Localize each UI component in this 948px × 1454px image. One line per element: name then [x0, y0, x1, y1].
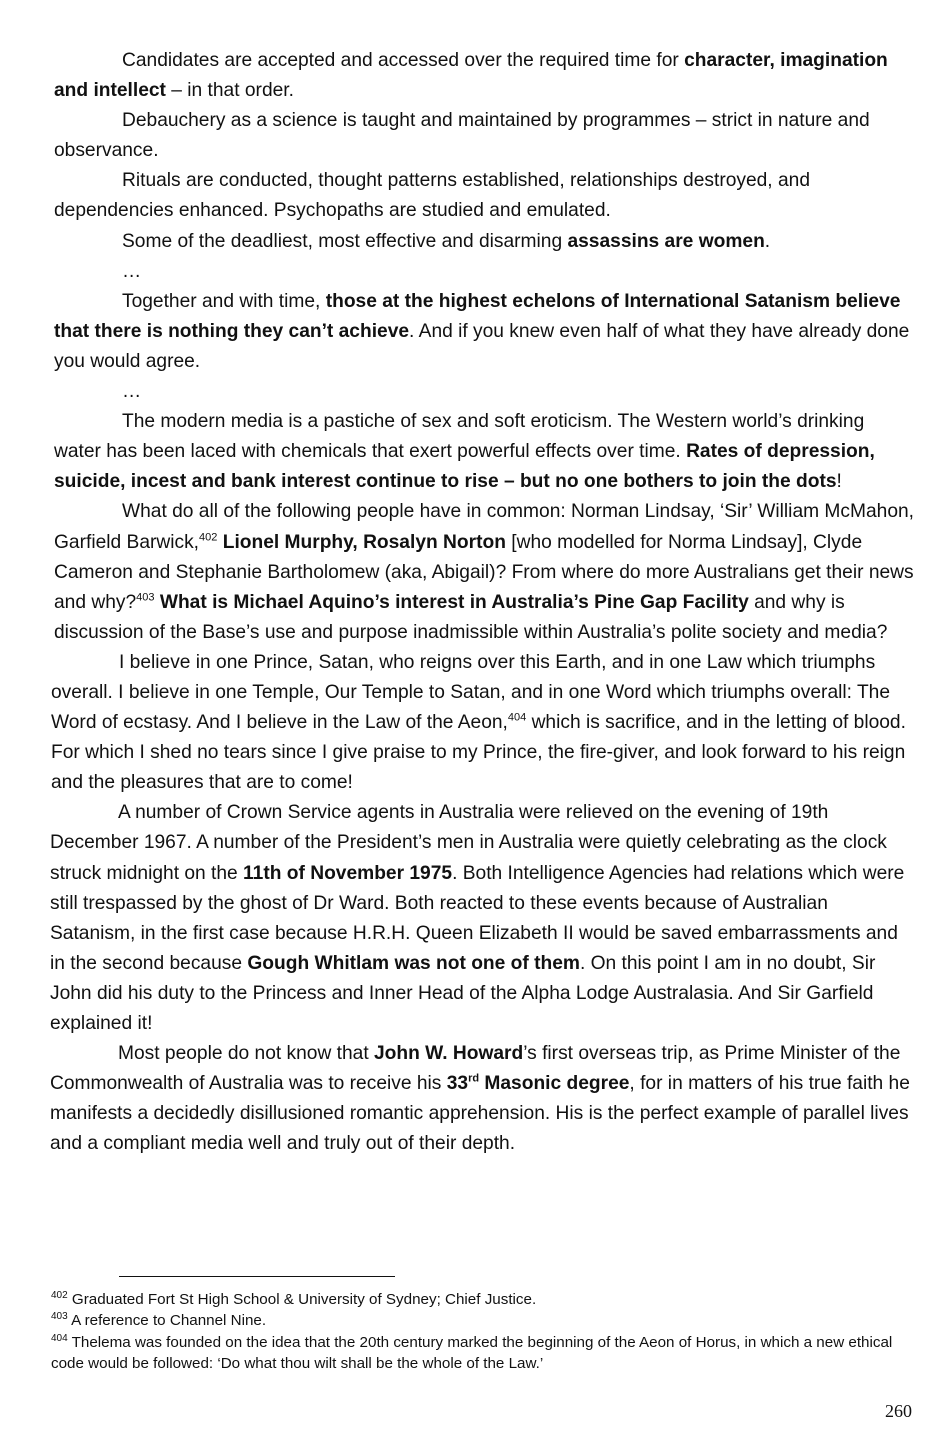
text-run: …	[122, 260, 142, 282]
text-run: !	[836, 471, 842, 493]
paragraph	[54, 377, 916, 407]
bold-text: 11th of November 1975	[243, 862, 453, 884]
bold-text: 33	[446, 1073, 469, 1095]
text-run: ’s first overseas trip, as Prime Minister of the Commonwealth of Australia was to receive his	[50, 1043, 901, 1095]
paragraph	[54, 46, 916, 106]
bold-text: assassins are women	[567, 230, 765, 252]
bold-text: those at the highest echelons of International Satanism believe that there is nothing they can’t achieve	[54, 290, 901, 342]
text-run: . Both Intelligence Agencies had relations which were still trespassed by the ghost of Dr Ward. Both reacted to these events because of Australian Satanism, in the first case because H.R.H. Queen Elizabeth II would be saved embarrassments and in the second because	[50, 862, 905, 974]
text-run: What do all of the following people have in common: Norman Lindsay, ‘Sir’ William McMahon, Garfield Barwick,	[54, 501, 915, 553]
footnote-reference: 402	[199, 531, 218, 544]
bold-text: Lionel Murphy, Rosalyn Norton	[222, 531, 506, 553]
footnote-reference: 403	[136, 591, 155, 604]
text-run: which is sacrifice, and in the letting of blood. For which I shed no tears since I give praise to my Prince, the fire-giver, and look forward to his reign and the pleasures that are to come!	[51, 712, 906, 794]
paragraph	[54, 257, 916, 287]
text-run: Some of the deadliest, most effective and disarming	[122, 230, 568, 252]
text-run: . On this point I am in no doubt, Sir John did his duty to the Princess and Inner Head of the Alpha Lodge Australasia. And Sir Garfield explained it!	[50, 952, 876, 1034]
text-run: and why is discussion of the Base’s use and purpose inadmissible within Australia’s polite society and media?	[54, 591, 888, 643]
text-run: [who modelled for Norma Lindsay], Clyde Cameron and Stephanie Bartholomew (aka, Abigail)? From where do more Australians get their news and why?	[54, 531, 914, 613]
text-run: The modern media is a pastiche of sex and soft eroticism. The Western world’s drinking water has been laced with chemicals that exert powerful effects over time.	[54, 411, 865, 463]
footnote	[51, 1332, 921, 1375]
paragraph	[54, 497, 916, 647]
text-run: Most people do not know that	[118, 1043, 374, 1065]
footnote-text: Thelema was founded on the idea that the 20th century marked the beginning of the Aeon of Horus, in which a new ethical code would be followed: ‘Do what thou wilt shall be the whole of the Law.’	[51, 1333, 893, 1373]
paragraph	[51, 648, 916, 798]
footnote-text: Graduated Fort St High School & University of Sydney; Chief Justice.	[67, 1291, 537, 1308]
paragraph	[54, 106, 916, 166]
body-text	[50, 46, 916, 1159]
text-run: , for in matters of his true faith he manifests a decidedly disillusioned romantic apprehension. His is the perfect example of parallel lives and a compliant media well and truly out of their depth.	[50, 1073, 910, 1155]
paragraph	[54, 407, 916, 497]
footnote-reference: 404	[507, 711, 527, 724]
footnotes	[51, 1289, 921, 1375]
text-run: Candidates are accepted and accessed over the required time for	[122, 50, 685, 71]
page-number: 260	[885, 1401, 912, 1421]
bold-text: Gough Whitlam was not one of them	[247, 952, 580, 974]
footnote-number: 404	[51, 1332, 68, 1344]
ordinal-suffix: rd	[468, 1072, 480, 1085]
bold-text: Masonic degree	[479, 1073, 630, 1095]
text-run: Together and with time,	[122, 290, 326, 312]
paragraph	[54, 166, 916, 226]
text-run: – in that order.	[165, 80, 294, 102]
footnote-number: 402	[51, 1289, 68, 1301]
bold-text: What is Michael Aquino’s interest in Australia’s Pine Gap Facility	[159, 591, 749, 613]
text-run: …	[122, 381, 142, 403]
bold-text: character, imagination and intellect	[54, 50, 888, 102]
footnote-number: 403	[51, 1311, 68, 1323]
text-run: .	[764, 230, 771, 252]
text-run: Rituals are conducted, thought patterns established, relationships destroyed, and dependencies enhanced. Psychopaths are studied and emulated.	[54, 170, 810, 222]
footnote	[51, 1310, 921, 1331]
bold-text: John W. Howard	[374, 1043, 524, 1065]
footnote	[51, 1289, 921, 1310]
text-run: Debauchery as a science is taught and maintained by programmes – strict in nature and observance.	[54, 110, 870, 162]
paragraph	[54, 227, 916, 257]
bold-text: Rates of depression, suicide, incest and bank interest continue to rise – but no one bothers to join the dots	[54, 441, 875, 493]
text-run: I believe in one Prince, Satan, who reigns over this Earth, and in one Law which triumphs overall. I believe in one Temple, Our Temple to Satan, and in one Word which triumphs overall: The Word of ecstasy. And I believe in the Law of the Aeon,	[51, 651, 891, 734]
paragraph	[54, 287, 916, 377]
paragraph	[50, 798, 916, 1039]
footnote-separator	[119, 1276, 395, 1277]
paragraph	[50, 1039, 916, 1159]
text-run: . And if you knew even half of what they have already done you would agree.	[54, 320, 910, 372]
footnote-text: A reference to Channel Nine.	[67, 1312, 267, 1330]
text-run: A number of Crown Service agents in Australia were relieved on the evening of 19th December 1967. A number of the President’s men in Australia were quietly celebrating as the clock struck midnight on the	[50, 802, 887, 884]
